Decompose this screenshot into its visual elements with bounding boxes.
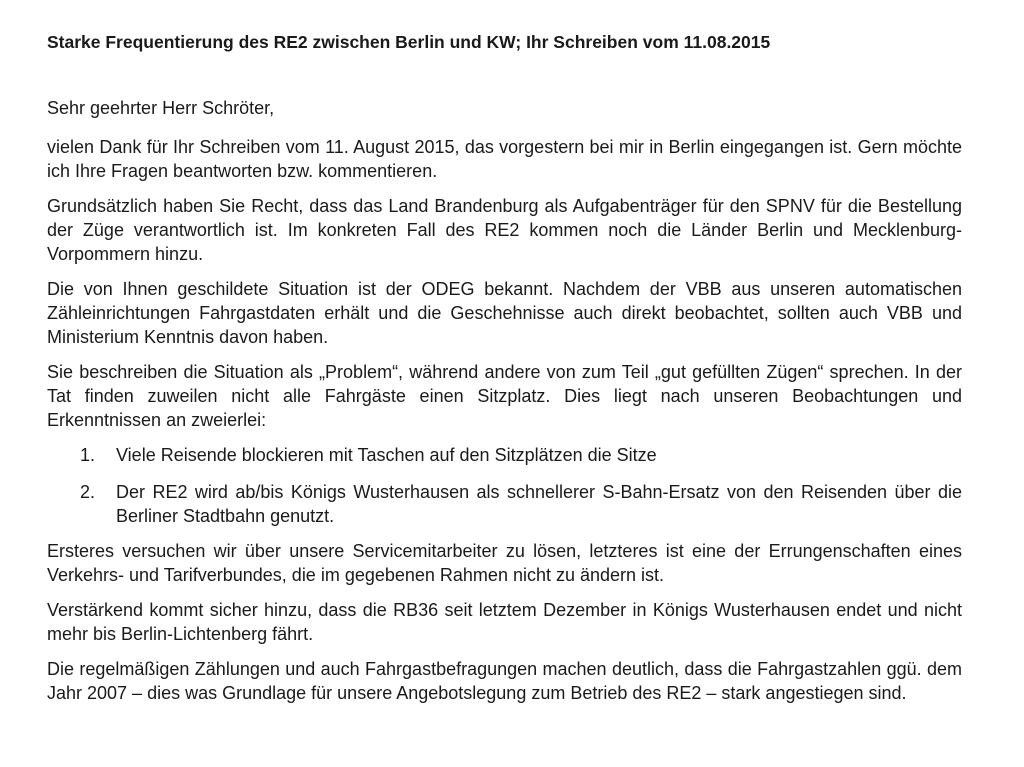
paragraph-passenger-counts: Die regelmäßigen Zählungen und auch Fahrgastbefragungen machen deutlich, dass die Fahrgastzahlen ggü. dem Jahr 2007 – dies was Grundlage für unsere Angebotslegung zum Betrieb des RE2 – stark angestiegen sind. <box>47 659 962 703</box>
paragraph-thanks: vielen Dank für Ihr Schreiben vom 11. August 2015, das vorgestern bei mir in Berlin eingegangen ist. Gern möchte ich Ihre Fragen beantworten bzw. kommentieren. <box>47 137 962 181</box>
list-item-number: 2. <box>80 482 96 502</box>
paragraph-problem-description: Sie beschreiben die Situation als „Problem“, während andere von zum Teil „gut gefüllten Zügen“ sprechen. In der Tat finden zuweilen nicht alle Fahrgäste einen Sitzplatz. Dies liegt nach unseren Beobachtungen und Erkenntnissen an zweierlei: <box>47 362 962 430</box>
list-item-text: Viele Reisende blockieren mit Taschen auf den Sitzplätzen die Sitze <box>116 445 657 465</box>
paragraph-measures: Ersteres versuchen wir über unsere Servicemitarbeiter zu lösen, letzteres ist eine der Errungenschaften eines Verkehrs- und Tarifverbundes, die im gegebenen Rahmen nicht zu ändern ist. <box>47 541 962 585</box>
letter-page <box>47 30 962 716</box>
letter-salutation: Sehr geehrter Herr Schröter, <box>47 98 275 118</box>
list-item-number: 1. <box>80 445 96 465</box>
list-item <box>47 443 962 467</box>
paragraph-responsibility: Grundsätzlich haben Sie Recht, dass das Land Brandenburg als Aufgabenträger für den SPNV für die Bestellung der Züge verantwortlich ist. Im konkreten Fall des RE2 kommen noch die Länder Berlin und Mecklenburg-Vorpommern hinzu. <box>47 196 962 264</box>
paragraph-rb36: Verstärkend kommt sicher hinzu, dass die RB36 seit letztem Dezember in Königs Wusterhausen endet und nicht mehr bis Berlin-Lichtenberg fährt. <box>47 600 962 644</box>
list-item <box>47 480 962 528</box>
list-item-text: Der RE2 wird ab/bis Königs Wusterhausen als schnellerer S-Bahn-Ersatz von den Reisenden über die Berliner Stadtbahn genutzt. <box>116 482 962 526</box>
paragraph-situation-known: Die von Ihnen geschildete Situation ist der ODEG bekannt. Nachdem der VBB aus unseren automatischen Zähleinrichtungen Fahrgastdaten erhält und die Geschehnisse auch direkt beobachtet, sollten auch VBB und Ministerium Kenntnis davon haben. <box>47 279 962 347</box>
letter-subject: Starke Frequentierung des RE2 zwischen Berlin und KW; Ihr Schreiben vom 11.08.2015 <box>47 32 771 52</box>
reasons-list <box>47 443 962 528</box>
